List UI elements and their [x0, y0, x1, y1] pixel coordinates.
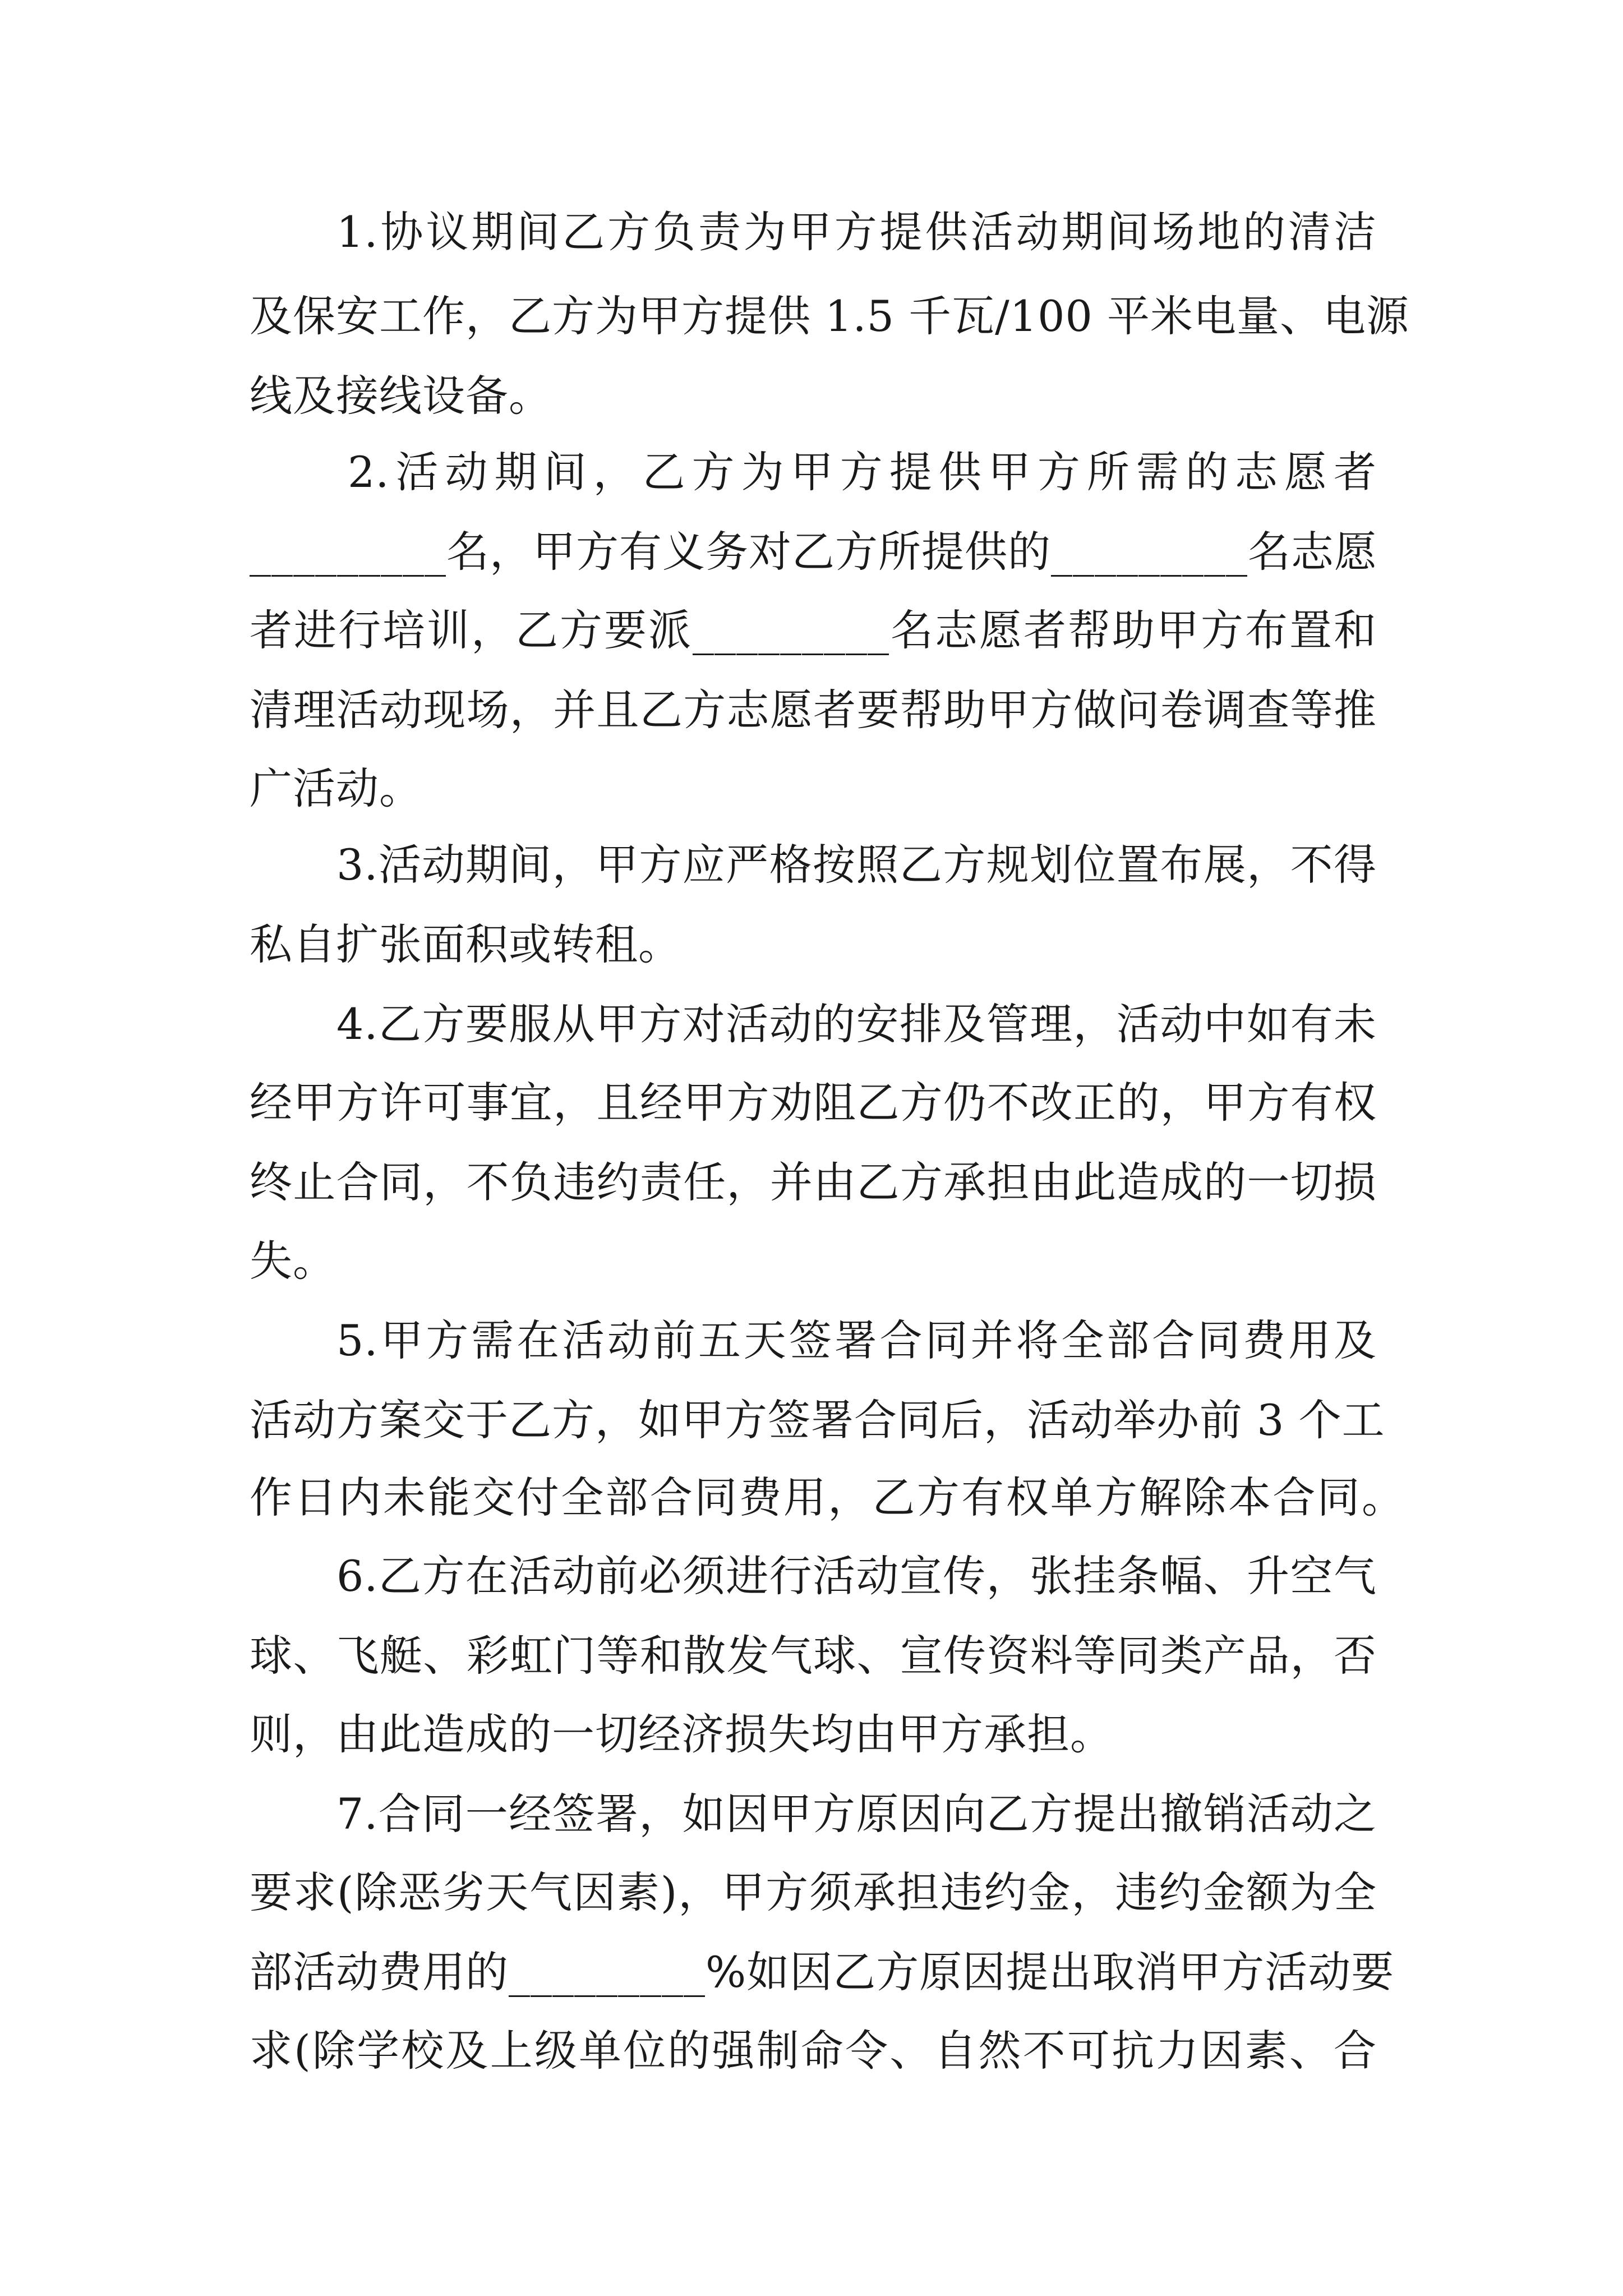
text-line: 4.乙方要服从甲方对活动的安排及管理，活动中如有未: [336, 999, 1377, 1049]
text-line: 线及接线设备。: [250, 371, 552, 421]
text-line: 清理活动现场，并且乙方志愿者要帮助甲方做问卷调查等推: [250, 685, 1377, 735]
text-line: _________名，甲方有义务对乙方所提供的_________名志愿: [250, 527, 1377, 577]
text-line: 终止合同，不负违约责任，并由乙方承担由此造成的一切损: [250, 1157, 1377, 1207]
text-line: 活动方案交于乙方，如甲方签署合同后，活动举办前 3 个工: [250, 1395, 1385, 1445]
text-line: 5.甲方需在活动前五天签署合同并将全部合同费用及: [336, 1315, 1377, 1365]
text-line: 及保安工作，乙方为甲方提供 1.5 千瓦/100 平米电量、电源: [250, 291, 1410, 341]
text-line: 广活动。: [250, 763, 422, 813]
text-line: 失。: [250, 1236, 336, 1286]
text-line: 7.合同一经签署，如因甲方原因向乙方提出撤销活动之: [336, 1789, 1377, 1839]
text-line: 求(除学校及上级单位的强制命令、自然不可抗力因素、合: [250, 2026, 1377, 2076]
text-line: 要求(除恶劣天气因素)，甲方须承担违约金，违约金额为全: [250, 1867, 1377, 1917]
text-line: 2.活动期间，乙方为甲方提供甲方所需的志愿者: [348, 447, 1377, 497]
text-line: 者进行培训，乙方要派_________名志愿者帮助甲方布置和: [250, 605, 1377, 655]
text-line: 球、飞艇、彩虹门等和散发气球、宣传资料等同类产品，否: [250, 1631, 1377, 1681]
text-line: 私自扩张面积或转租。: [250, 919, 681, 969]
text-line: 3.活动期间，甲方应严格按照乙方规划位置布展，不得: [336, 840, 1377, 890]
text-line: 部活动费用的_________%如因乙方原因提出取消甲方活动要: [250, 1947, 1395, 1997]
text-line: 1.协议期间乙方负责为甲方提供活动期间场地的清洁: [336, 207, 1377, 257]
text-line: 经甲方许可事宜，且经甲方劝阻乙方仍不改正的，甲方有权: [250, 1078, 1377, 1128]
text-line: 作日内未能交付全部合同费用，乙方有权单方解除本合同。: [250, 1473, 1405, 1522]
text-line: 则，由此造成的一切经济损失均由甲方承担。: [250, 1709, 1113, 1759]
text-line: 6.乙方在活动前必须进行活动宣传，张挂条幅、升空气: [336, 1551, 1377, 1601]
